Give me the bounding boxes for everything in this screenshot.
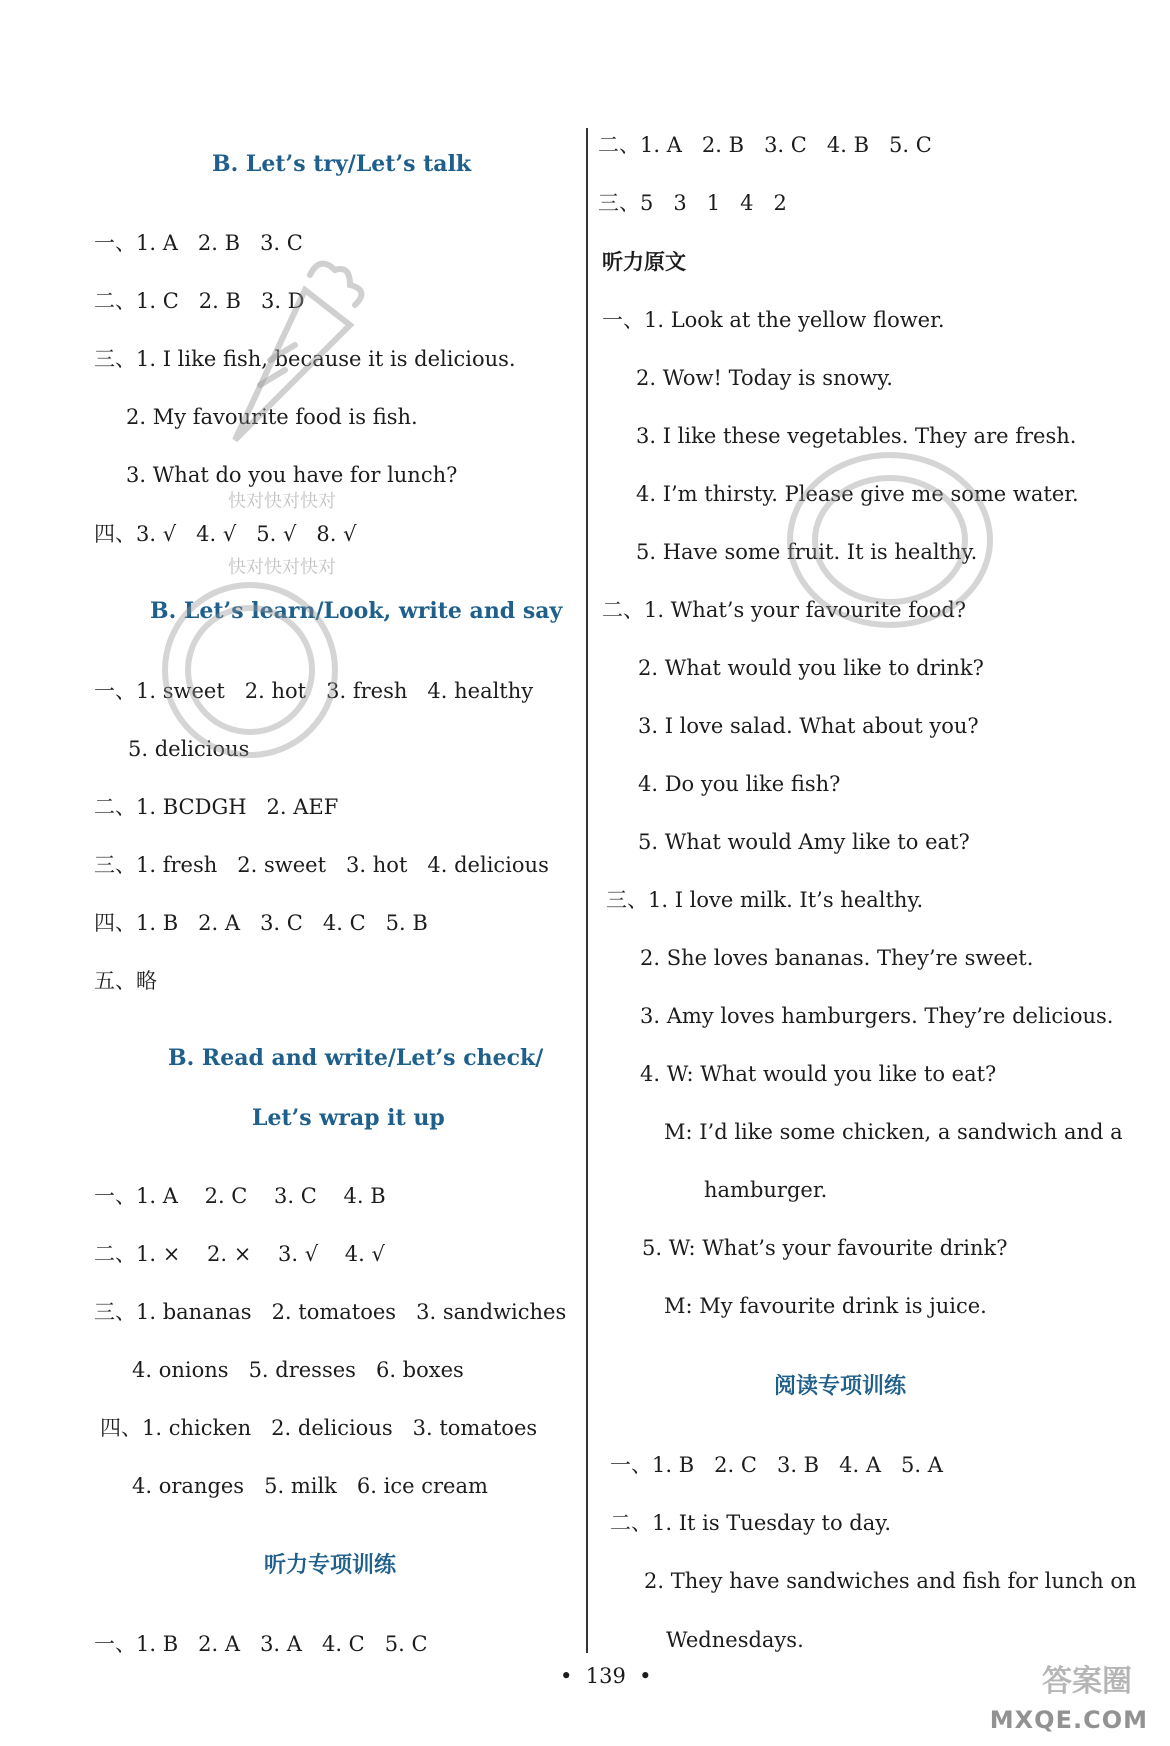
page-number: • 139 • xyxy=(560,1664,652,1688)
answer-line: 4. oranges 5. milk 6. ice cream xyxy=(132,1474,488,1498)
answer-line: 四、1. chicken 2. delicious 3. tomatoes xyxy=(100,1416,538,1440)
answer-line: 四、3. √ 4. √ 5. √ 8. √ xyxy=(94,522,357,546)
transcript-line: 3. Amy loves hamburgers. They’re delicious. xyxy=(640,1004,1114,1028)
answer-line: 五、略 xyxy=(94,969,157,993)
answer-line: 4. onions 5. dresses 6. boxes xyxy=(132,1358,464,1382)
transcript-line: M: My favourite drink is juice. xyxy=(664,1294,987,1318)
answer-line: 二、1. It is Tuesday to day. xyxy=(610,1511,891,1535)
answer-line: 2. They have sandwiches and fish for lunch on xyxy=(644,1569,1137,1593)
column-divider xyxy=(586,128,588,1653)
answer-line: 二、1. BCDGH 2. AEF xyxy=(94,795,339,819)
answer-line: 一、1. A 2. B 3. C xyxy=(94,231,303,255)
transcript-line: 2. Wow! Today is snowy. xyxy=(636,366,893,390)
answer-line: 三、1. fresh 2. sweet 3. hot 4. delicious xyxy=(94,853,549,877)
watermark-text xyxy=(228,447,336,623)
site-logo-text: MXQE.COM xyxy=(989,1706,1148,1734)
listening-transcript-heading: 听力原文 xyxy=(602,249,686,274)
transcript-line: 三、1. I love milk. It’s healthy. xyxy=(606,888,924,912)
transcript-line: 3. I love salad. What about you? xyxy=(638,714,979,738)
answer-line: 一、1. A 2. C 3. C 4. B xyxy=(94,1184,386,1208)
transcript-line: 4. Do you like fish? xyxy=(638,772,841,796)
watermark-line: 快对快对快对 xyxy=(228,491,336,512)
answer-line: 一、1. B 2. A 3. A 4. C 5. C xyxy=(94,1632,428,1656)
section-heading-listening-training: 听力专项训练 xyxy=(264,1552,397,1578)
transcript-line: 4. I’m thirsty. Please give me some water. xyxy=(636,482,1079,506)
section-heading-lets-learn: B. Let’s learn/Look, write and say xyxy=(150,598,563,624)
transcript-line: 2. What would you like to drink? xyxy=(638,656,984,680)
watermark-line: 快对快对快对 xyxy=(228,557,336,578)
answer-line: 三、5 3 1 4 2 xyxy=(598,191,787,215)
answer-line: 二、1. A 2. B 3. C 4. B 5. C xyxy=(598,133,932,157)
answer-line: 三、1. I like fish, because it is delicious. xyxy=(94,347,516,371)
answer-line: 5. delicious xyxy=(128,737,250,761)
answer-line: 2. My favourite food is fish. xyxy=(126,405,418,429)
transcript-line: hamburger. xyxy=(704,1178,828,1202)
answer-line: 一、1. sweet 2. hot 3. fresh 4. healthy xyxy=(94,679,534,703)
site-logo xyxy=(987,1660,1162,1740)
answer-line: 3. What do you have for lunch? xyxy=(126,463,458,487)
site-logo-top: 答案圈 xyxy=(1042,1664,1132,1699)
answer-line: Wednesdays. xyxy=(666,1628,804,1652)
transcript-line: M: I’d like some chicken, a sandwich and a xyxy=(664,1120,1123,1144)
transcript-line: 5. What would Amy like to eat? xyxy=(638,830,970,854)
transcript-line: 3. I like these vegetables. They are fresh. xyxy=(636,424,1077,448)
answer-line: 二、1. × 2. × 3. √ 4. √ xyxy=(94,1242,385,1266)
answer-line: 二、1. C 2. B 3. D xyxy=(94,289,305,313)
transcript-line: 5. Have some fruit. It is healthy. xyxy=(636,540,978,564)
transcript-line: 2. She loves bananas. They’re sweet. xyxy=(640,946,1034,970)
section-heading-wrap-it-up: Let’s wrap it up xyxy=(252,1105,445,1131)
transcript-line: 5. W: What’s your favourite drink? xyxy=(642,1236,1008,1260)
answer-line: 三、1. bananas 2. tomatoes 3. sandwiches xyxy=(94,1300,567,1324)
section-heading-lets-try: B. Let’s try/Let’s talk xyxy=(212,151,472,177)
section-heading-read-and-write: B. Read and write/Let’s check/ xyxy=(168,1045,544,1071)
transcript-line: 二、1. What’s your favourite food? xyxy=(602,598,967,622)
transcript-line: 4. W: What would you like to eat? xyxy=(640,1062,997,1086)
section-heading-reading-training: 阅读专项训练 xyxy=(774,1373,907,1399)
transcript-line: 一、1. Look at the yellow flower. xyxy=(602,308,945,332)
answer-line: 四、1. B 2. A 3. C 4. C 5. B xyxy=(94,911,428,935)
answer-line: 一、1. B 2. C 3. B 4. A 5. A xyxy=(610,1453,943,1477)
